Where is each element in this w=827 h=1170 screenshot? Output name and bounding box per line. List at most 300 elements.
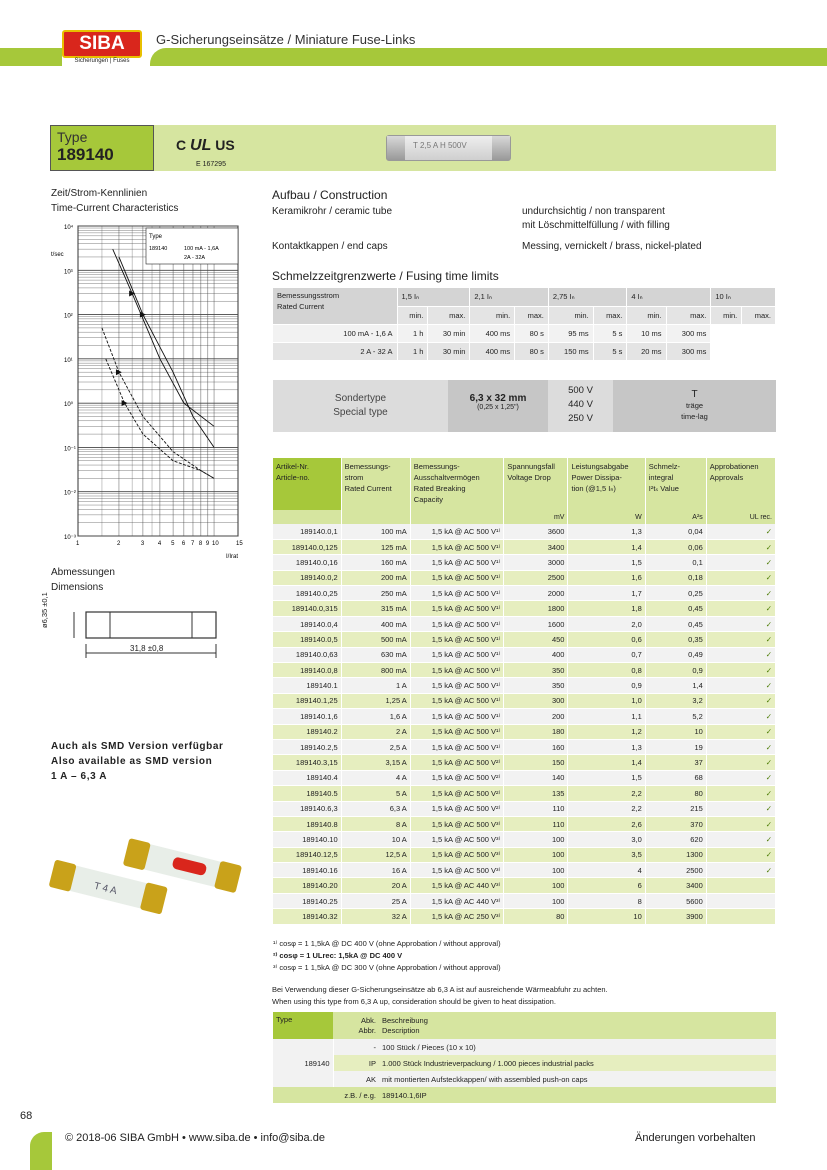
special-characteristic	[613, 380, 776, 432]
table-cell: 350	[504, 678, 568, 693]
heat-note	[272, 984, 608, 1008]
table-cell: 189140.3,15	[273, 755, 341, 770]
table-row	[273, 709, 776, 724]
fusing-head-de: Bemessungsstrom	[277, 291, 340, 300]
special-voltages	[548, 384, 613, 426]
table-row	[273, 724, 776, 739]
table-cell: 135	[504, 786, 568, 801]
header-stripe	[150, 48, 827, 66]
table-row	[273, 586, 776, 601]
construction-row2-right: Messing, vernickelt / brass, nickel-plated	[522, 241, 702, 252]
table-row	[273, 570, 776, 585]
approval-check	[706, 878, 775, 893]
logo-sub: Sicherungen | Fuses	[74, 58, 130, 64]
dim-title-en: Dimensions	[51, 582, 104, 593]
table-cell: 1,25 A	[341, 693, 410, 708]
approval-check	[706, 893, 775, 908]
table-cell: 1,5 kA @ AC 250 V³⁾	[410, 909, 504, 924]
table-row	[273, 909, 776, 924]
legend-number: 189140	[149, 246, 168, 252]
table-cell: 1,5 kA @ AC 500 V¹⁾	[410, 555, 504, 570]
table-cell: 0,06	[645, 539, 706, 554]
special-v3: 250 V	[568, 413, 593, 424]
table-cell: 1,5 kA @ AC 500 V²⁾	[410, 786, 504, 801]
table-cell: 450	[504, 632, 568, 647]
x-tick-label: 9	[205, 541, 210, 547]
unit-cell: A²s	[645, 510, 706, 524]
table-cell: 3,15 A	[341, 755, 410, 770]
type-box	[50, 125, 776, 171]
approval-check: ✓	[706, 616, 775, 631]
fusing-cell: 400 ms	[470, 324, 515, 342]
table-cell: 370	[645, 816, 706, 831]
table-cell: 1,5 kA @ AC 500 V²⁾	[410, 755, 504, 770]
table-cell: 2,5 A	[341, 739, 410, 754]
table-cell: 189140.16	[273, 863, 341, 878]
fusing-col-3: 4 Iₙ	[627, 288, 711, 306]
table-cell: 189140.10	[273, 832, 341, 847]
footnote-1: ¹⁾ cosφ = 1 1,5kA @ DC 400 V (ohne Approbation / without approval)	[273, 939, 501, 948]
table-cell: 1 A	[341, 678, 410, 693]
approval-check: ✓	[706, 570, 775, 585]
approval-check: ✓	[706, 586, 775, 601]
dimension-drawing	[52, 600, 232, 670]
dim-length: 31,8 ±0,8	[130, 644, 164, 653]
table-cell: 1,5 kA @ AC 500 V¹⁾	[410, 647, 504, 662]
table-cell: 189140.0,4	[273, 616, 341, 631]
type-label: Type	[57, 129, 88, 145]
table-cell: 500 mA	[341, 632, 410, 647]
y-tick-label: 10⁻³	[64, 535, 76, 541]
fusing-cell: 80 s	[515, 324, 549, 342]
table-cell: 1,5	[568, 555, 645, 570]
col-header	[568, 458, 645, 510]
table-cell: 200 mA	[341, 570, 410, 585]
table-cell: 2,0	[568, 616, 645, 631]
fusing-cell: 20 ms	[627, 342, 666, 360]
table-cell: 1,4	[645, 678, 706, 693]
fusing-col-4: 10 Iₙ	[711, 288, 776, 306]
y-tick-label: 10⁻²	[64, 490, 76, 497]
col-header-line: Rated Current	[344, 484, 392, 493]
table-cell: 189140.1,6	[273, 709, 341, 724]
table-row	[273, 863, 776, 878]
fusing-minmax: min.	[548, 306, 593, 324]
special-size: 6,3 x 32 mm	[469, 393, 527, 404]
dim-diameter: ø6,35 ±0,1	[40, 592, 49, 628]
table-cell: 2,2	[568, 786, 645, 801]
fusing-col-1: 2,1 Iₙ	[470, 288, 548, 306]
legend-type: Type	[149, 234, 163, 240]
header-bar	[0, 0, 827, 68]
col-header	[273, 458, 341, 510]
col-header-line: Voltage Drop	[507, 473, 551, 482]
table-cell: 5,2	[645, 709, 706, 724]
logo	[62, 30, 142, 58]
table-cell: 0,45	[645, 601, 706, 616]
approval-check: ✓	[706, 770, 775, 785]
fusing-cell: 150 ms	[548, 342, 593, 360]
table-row	[273, 801, 776, 816]
cert-c: C	[176, 137, 187, 153]
table-cell: 160 mA	[341, 555, 410, 570]
col-header	[504, 458, 568, 510]
table-row	[273, 555, 776, 570]
table-cell: 80	[645, 786, 706, 801]
table-cell: 10 A	[341, 832, 410, 847]
table-cell: 189140.0,63	[273, 647, 341, 662]
fusing-cell: 80 s	[515, 342, 549, 360]
table-cell: 1,5 kA @ AC 500 V¹⁾	[410, 724, 504, 739]
table-cell: 12,5 A	[341, 847, 410, 862]
table-cell: 0,9	[568, 678, 645, 693]
table-cell: 0,49	[645, 647, 706, 662]
table-row	[273, 539, 776, 554]
special-t2: time-lag	[681, 412, 708, 421]
table-cell: 189140.6,3	[273, 801, 341, 816]
fusing-minmax: max.	[428, 306, 470, 324]
legend-series-2: 2A - 32A	[184, 255, 206, 261]
table-cell: 1,5 kA @ AC 500 V¹⁾	[410, 524, 504, 539]
cert-us: US	[215, 137, 235, 153]
table-row	[273, 816, 776, 831]
table-cell: 1,3	[568, 524, 645, 539]
table-cell: 100	[504, 847, 568, 862]
fusing-minmax: min.	[397, 306, 428, 324]
col-header-line: Ausschaltvermögen	[413, 473, 480, 482]
page-title: G-Sicherungseinsätze / Miniature Fuse-Links	[156, 32, 416, 47]
table-cell: 189140.0,5	[273, 632, 341, 647]
table-row	[273, 755, 776, 770]
fusing-cell: 5 s	[593, 342, 627, 360]
product-table-body	[273, 524, 776, 925]
pack-type: 189140	[273, 1039, 333, 1087]
fusing-cell: 30 min	[428, 342, 470, 360]
col-header-line: Artikel-Nr.	[276, 462, 309, 471]
table-cell: 1,5 kA @ AC 500 V¹⁾	[410, 693, 504, 708]
smd-range: 1 A – 6,3 A	[51, 771, 108, 782]
approval-check: ✓	[706, 632, 775, 647]
table-cell: 0,45	[645, 616, 706, 631]
table-row	[273, 878, 776, 893]
table-cell: 1300	[645, 847, 706, 862]
unit-cell	[341, 510, 410, 524]
fuse-product-photo	[48, 838, 248, 918]
approval-check: ✓	[706, 678, 775, 693]
col-header-line: Power Dissipa-	[571, 473, 622, 482]
table-cell: 1,5 kA @ AC 500 V³⁾	[410, 863, 504, 878]
y-tick-label: 10¹	[64, 357, 73, 364]
special-t: T	[691, 389, 698, 400]
table-row	[273, 832, 776, 847]
table-cell: 630 mA	[341, 647, 410, 662]
special-t1: träge	[685, 401, 704, 410]
table-cell: 1,5 kA @ AC 500 V¹⁾	[410, 739, 504, 754]
table-cell: 0,18	[645, 570, 706, 585]
approval-check: ✓	[706, 601, 775, 616]
pack-h-type: Type	[273, 1012, 333, 1039]
y-tick-label: 10²	[64, 313, 73, 320]
pack-abbr-2: AK	[365, 1074, 376, 1084]
table-cell: 80	[504, 909, 568, 924]
x-tick-label: 3	[140, 541, 145, 547]
table-cell: 16 A	[341, 863, 410, 878]
table-cell: 1,5 kA @ AC 500 V¹⁾	[410, 616, 504, 631]
table-row	[273, 786, 776, 801]
table-cell: 32 A	[341, 909, 410, 924]
cert-number: E 167295	[196, 161, 226, 168]
footnote-3: ³⁾ cosφ = 1 1,5kA @ DC 300 V (ohne Approbation / without approval)	[273, 963, 501, 972]
table-cell: 3600	[504, 524, 568, 539]
table-cell: 140	[504, 770, 568, 785]
table-cell: 0,8	[568, 663, 645, 678]
svg-text:T 4 A: T 4 A	[92, 880, 118, 898]
table-row	[273, 693, 776, 708]
fusing-minmax: min.	[711, 306, 742, 324]
table-row	[273, 770, 776, 785]
footer-note: Änderungen vorbehalten	[635, 1132, 756, 1144]
table-cell: 189140.0,16	[273, 555, 341, 570]
table-cell: 100	[504, 893, 568, 908]
pack-desc-0: 100 Stück / Pieces (10 x 10)	[382, 1042, 476, 1052]
table-cell: 1,7	[568, 586, 645, 601]
fusing-cell: 5 s	[593, 324, 627, 342]
table-cell: 110	[504, 816, 568, 831]
dim-title-de: Abmessungen	[51, 567, 115, 578]
table-row	[273, 632, 776, 647]
table-cell: 1,8	[568, 601, 645, 616]
table-cell: 0,7	[568, 647, 645, 662]
table-cell: 189140.8	[273, 816, 341, 831]
fusing-minmax: max.	[593, 306, 627, 324]
table-cell: 25 A	[341, 893, 410, 908]
construction-row1-left: Keramikrohr / ceramic tube	[272, 206, 393, 217]
footer-copyright: © 2018-06 SIBA GmbH • www.siba.de • info@siba.de	[65, 1132, 325, 1144]
table-cell: 19	[645, 739, 706, 754]
table-cell: 6	[568, 878, 645, 893]
fusing-cell: 300 ms	[666, 342, 711, 360]
col-header-line: Approvals	[709, 473, 744, 482]
table-cell: 189140.32	[273, 909, 341, 924]
fusing-cell: 95 ms	[548, 324, 593, 342]
col-header-line: Article-no.	[276, 473, 310, 482]
table-cell: 189140.0,25	[273, 586, 341, 601]
cert-logo	[176, 137, 235, 155]
special-size-box	[448, 380, 548, 432]
header-stripe-left	[0, 48, 62, 66]
product-table	[273, 458, 776, 524]
pack-abbr-0: -	[373, 1042, 376, 1052]
table-cell: 620	[645, 832, 706, 847]
table-cell: 2500	[504, 570, 568, 585]
table-cell: 0,9	[645, 663, 706, 678]
table-cell: 189140.0,8	[273, 663, 341, 678]
approval-check: ✓	[706, 647, 775, 662]
table-cell: 3000	[504, 555, 568, 570]
table-cell: 1,3	[568, 739, 645, 754]
table-cell: 100	[504, 832, 568, 847]
table-cell: 100 mA	[341, 524, 410, 539]
table-cell: 100	[504, 863, 568, 878]
type-number: 189140	[57, 145, 114, 164]
pack-h-abk	[333, 1012, 379, 1039]
special-type-en: Special type	[333, 407, 388, 418]
table-cell: 1,1	[568, 709, 645, 724]
col-header-line: Spannungsfall	[507, 462, 555, 471]
pack-desc-1: 1.000 Stück Industrieverpackung / 1.000 pieces industrial packs	[382, 1058, 594, 1068]
table-cell: 100	[504, 878, 568, 893]
table-cell: 8	[568, 893, 645, 908]
pack-h-desc	[379, 1012, 776, 1039]
y-tick-label: 10³	[64, 269, 73, 276]
table-row	[273, 893, 776, 908]
table-cell: 189140.5	[273, 786, 341, 801]
table-cell: 10	[568, 909, 645, 924]
col-header-line: Approbationen	[709, 462, 759, 471]
special-v1: 500 V	[568, 385, 593, 396]
pack-eg-label: z.B. / e.g.	[344, 1090, 376, 1100]
approval-check: ✓	[706, 832, 775, 847]
table-cell: 189140.0,315	[273, 601, 341, 616]
col-header-line: Bemessungs-	[344, 462, 391, 471]
table-cell: 315 mA	[341, 601, 410, 616]
fusing-head-en: Rated Current	[277, 302, 325, 311]
approval-check: ✓	[706, 847, 775, 862]
table-cell: 3,2	[645, 693, 706, 708]
table-cell: 1,5 kA @ AC 500 V³⁾	[410, 847, 504, 862]
approval-check: ✓	[706, 663, 775, 678]
unit-cell: W	[568, 510, 645, 524]
table-cell: 1,5 kA @ AC 500 V²⁾	[410, 801, 504, 816]
col-header-line: Bemessungs-	[413, 462, 460, 471]
table-cell: 2500	[645, 863, 706, 878]
heat-note-en: When using this type from 6,3 A up, consideration should be given to heat dissipation.	[272, 997, 556, 1006]
fusing-cell: 1 h	[397, 324, 428, 342]
table-cell: 1,5 kA @ AC 500 V³⁾	[410, 816, 504, 831]
special-size-inch: (0,25 x 1,25")	[477, 404, 519, 411]
legend-series-1: 100 mA - 1,6A	[184, 246, 219, 252]
special-type-de: Sondertype	[334, 393, 387, 404]
table-cell: 800 mA	[341, 663, 410, 678]
table-cell: 125 mA	[341, 539, 410, 554]
table-cell: 0,25	[645, 586, 706, 601]
table-cell: 1,4	[568, 539, 645, 554]
table-cell: 1,5	[568, 770, 645, 785]
x-tick-label: 1	[76, 541, 80, 547]
construction-row1-right1: undurchsichtig / non transparent	[522, 206, 665, 217]
pack-desc-2: mit montierten Aufsteckkappen/ with assembled push-on caps	[382, 1074, 588, 1084]
table-cell: 189140.1	[273, 678, 341, 693]
table-cell: 110	[504, 801, 568, 816]
table-cell: 3,5	[568, 847, 645, 862]
fusing-minmax: min.	[627, 306, 666, 324]
x-tick-label: 10	[212, 541, 219, 547]
fusing-minmax: max.	[515, 306, 549, 324]
table-cell: 1,5 kA @ AC 500 V¹⁾	[410, 539, 504, 554]
table-row	[273, 524, 776, 539]
table-cell: 150	[504, 755, 568, 770]
pack-h-desc2: Description	[382, 1025, 420, 1035]
table-cell: 180	[504, 724, 568, 739]
table-cell: 1,5 kA @ AC 440 V³⁾	[410, 893, 504, 908]
table-cell: 1,6 A	[341, 709, 410, 724]
fusing-minmax: max.	[666, 306, 711, 324]
table-cell: 215	[645, 801, 706, 816]
col-header-line: Leistungsabgabe	[571, 462, 629, 471]
col-header-line: Rated Breaking	[413, 484, 466, 493]
approval-check: ✓	[706, 539, 775, 554]
construction-row1-right2: mit Löschmittelfüllung / with filling	[522, 220, 670, 231]
approval-check: ✓	[706, 555, 775, 570]
unit-cell	[273, 510, 341, 524]
fusing-minmax: max.	[742, 306, 776, 324]
table-cell: 37	[645, 755, 706, 770]
col-header-line: Schmelz-	[648, 462, 681, 471]
y-tick-label: 10⁰	[64, 402, 74, 409]
y-tick-label: 10⁴	[64, 225, 74, 231]
fusing-cell: 300 ms	[666, 324, 711, 342]
table-cell: 1600	[504, 616, 568, 631]
pack-abbr-1: IP	[368, 1058, 376, 1068]
unit-cell: UL rec.	[706, 510, 775, 524]
table-cell: 300	[504, 693, 568, 708]
chart-title-en: Time-Current Characteristics	[51, 203, 179, 214]
construction-title: Aufbau / Construction	[272, 188, 388, 202]
approval-check: ✓	[706, 801, 775, 816]
cert-ul: UL	[190, 137, 212, 154]
table-row	[273, 616, 776, 631]
table-cell: 3400	[645, 878, 706, 893]
time-current-chart	[50, 218, 250, 566]
packaging-table	[273, 1012, 776, 1103]
table-cell: 1,5 kA @ AC 500 V¹⁾	[410, 678, 504, 693]
page-number: 68	[20, 1110, 33, 1122]
pack-h-abk1: Abk.	[360, 1015, 376, 1025]
table-row	[273, 739, 776, 754]
col-header-line: strom	[344, 473, 364, 482]
heat-note-de: Bei Verwendung dieser G-Sicherungseinsätze ab 6,3 A ist auf ausreichende Wärmeabfuhr zu achten.	[272, 985, 608, 994]
table-row	[273, 601, 776, 616]
fusing-cell: 1 h	[397, 342, 428, 360]
x-tick-label: 15	[236, 541, 243, 547]
fusing-cell: 10 ms	[627, 324, 666, 342]
table-cell: 400	[504, 647, 568, 662]
table-cell: 3,0	[568, 832, 645, 847]
x-tick-label: 2	[116, 541, 121, 547]
special-type-label	[273, 392, 448, 420]
x-axis-label: I/Irat	[226, 554, 239, 560]
table-cell: 1,5 kA @ AC 500 V³⁾	[410, 832, 504, 847]
table-cell: 189140.25	[273, 893, 341, 908]
footnote-2: ²⁾ cosφ = 1 ULrec: 1,5kA @ DC 400 V	[273, 951, 403, 960]
approval-check: ✓	[706, 524, 775, 539]
pack-h-desc1: Beschreibung	[382, 1015, 428, 1025]
table-cell: 0,04	[645, 524, 706, 539]
table-cell: 1,5 kA @ AC 500 V¹⁾	[410, 632, 504, 647]
table-cell: 189140.4	[273, 770, 341, 785]
col-header	[706, 458, 775, 510]
approval-check: ✓	[706, 724, 775, 739]
table-cell: 1,6	[568, 570, 645, 585]
table-row	[273, 663, 776, 678]
fusing-title: Schmelzzeitgrenzwerte / Fusing time limits	[272, 269, 499, 283]
table-cell: 189140.2	[273, 724, 341, 739]
col-header	[410, 458, 504, 510]
table-cell: 2,2	[568, 801, 645, 816]
table-cell: 1,4	[568, 755, 645, 770]
table-cell: 1,5 kA @ AC 500 V¹⁾	[410, 586, 504, 601]
table-cell: 1,5 kA @ AC 500 V¹⁾	[410, 601, 504, 616]
